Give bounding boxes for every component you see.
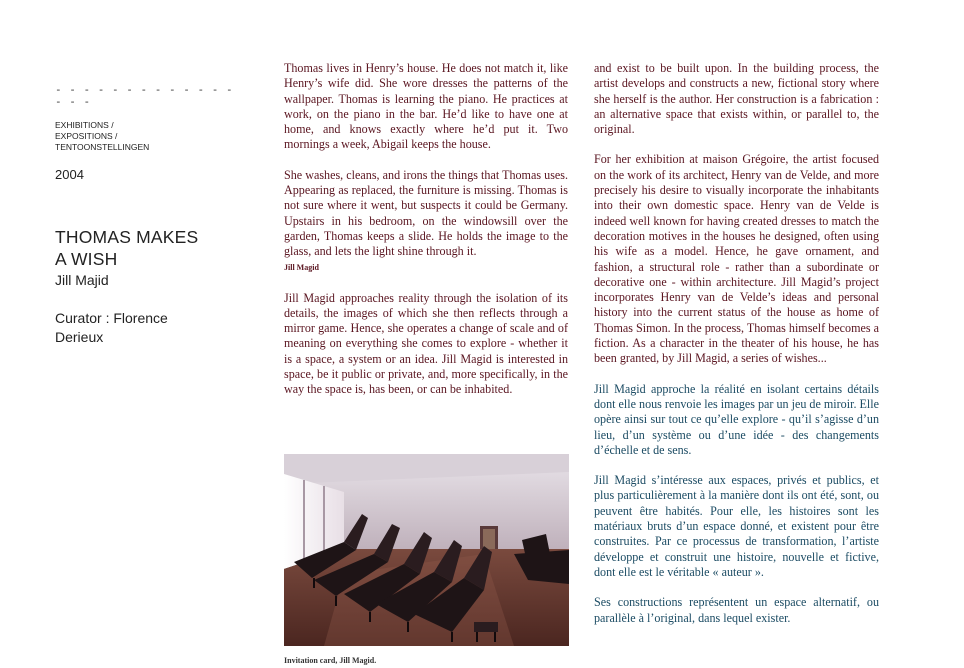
curator-line-2: Derieux bbox=[55, 329, 104, 345]
section-label-exhibitions: EXHIBITIONS / bbox=[55, 120, 114, 130]
artist-name: Jill Majid bbox=[55, 272, 109, 288]
exhibition-title bbox=[55, 226, 245, 270]
story-signoff: Jill Magid bbox=[284, 262, 319, 272]
exhibition-description: For her exhibition at maison Grégoire, the artist focused on the work of its architect, Henry van de Velde, and more precisely his desire to visually incorporate the inhabitants into their own domestic space. Henry van de Velde is indeed well known for having created dresses to match the decoration motives in the houses he designed, often using his wife as a model. Hence, he gave ornament, and fashion, a structural role - rather than a subordinate or decorative one - within architecture. Jill Magid’s project incorporates Henry van de Velde’s ideas and personal history into the current status of the house as home of Thomas Simon. In the process, Thomas himself becomes a fiction. As a character in the theater of his house, he has been granted, by Jill Magid, a series of wishes... bbox=[594, 152, 879, 366]
french-paragraph-1: Jill Magid approche la réalité en isolant certains détails dont elle nous renvoie les images par un jeu de miroir. Elle opère ainsi sur tout ce qu’elle explore - qu’il s’agisse d’un lieu, d’un système ou d’une idée - des changements d’échelle et de sens. bbox=[594, 381, 879, 457]
section-label-expositions: EXPOSITIONS / bbox=[55, 131, 118, 141]
french-paragraph-3: Ses constructions représentent un espace alternatif, ou parallèle à l’original, dans lequel exister. bbox=[594, 595, 879, 625]
story-paragraph-2: She washes, cleans, and irons the things that Thomas uses. Appearing as replaced, the furniture is missing. Thomas is not sure where it went, but suspects it could be Germany. Upstairs in his bedroom, on the windowsill over the garden, Thomas keeps a slide. He holds the image to the glass, and lets the light shine through it. bbox=[284, 167, 568, 259]
intro-paragraph-english: Jill Magid approaches reality through the isolation of its details, the images of which she then reflects through a mirror game. Hence, she operates a change of scale and of meaning on everything she comes to explore - whether it is a space, a system or an idea. Jill Magid is interested in space, be it public or private, and, more specifically, in the way the space is, has been, or can be inhabited. bbox=[284, 290, 568, 397]
section-labels bbox=[55, 120, 245, 153]
story-paragraph-1: Thomas lives in Henry’s house. He does not match it, like Henry’s wife did. She wore dresses the patterns of the wallpaper. Thomas is learning the piano. He practices at work, on the piano in the bar. He’d like to have one at home, and knows exactly where he’d put it. Two mornings a week, Abigail keeps the house. bbox=[284, 61, 568, 152]
photo-caption: Invitation card, Jill Magid. bbox=[284, 656, 377, 665]
exhibition-year: 2004 bbox=[55, 167, 84, 182]
title-line-2: A WISH bbox=[55, 249, 118, 269]
title-line-1: THOMAS MAKES bbox=[55, 227, 199, 247]
right-column bbox=[594, 61, 879, 641]
middle-column bbox=[284, 61, 568, 413]
curator-line-1: Curator : Florence bbox=[55, 310, 168, 326]
curator-credit bbox=[55, 309, 245, 347]
sidebar bbox=[55, 84, 245, 347]
story-continuation: and exist to be built upon. In the building process, the artist develops and constructs a new, fictional story where she herself is the author. Her construction is a fabrication : an alternative space that exists within, or parallel to, the original. bbox=[594, 61, 879, 137]
french-paragraph-2: Jill Magid s’intéresse aux espaces, privés et publics, et plus particulièrement à la manière dont ils ont été, sont, ou peuvent être habités. Pour elle, les histoires sont les matériaux bruts d’un espace donné, et existent pour être construites. Par ce processus de transformation, l’artiste développe et construit une histoire, nouvelle et fictive, dont elle est le véritable « auteur ». bbox=[594, 473, 879, 579]
invitation-card-photo bbox=[284, 454, 569, 646]
dashed-separator: - - - - - - - - - - - - - - - - bbox=[55, 83, 234, 108]
piano-showroom-illustration bbox=[284, 454, 569, 646]
section-label-tentoonstellingen: TENTOONSTELLINGEN bbox=[55, 142, 150, 152]
